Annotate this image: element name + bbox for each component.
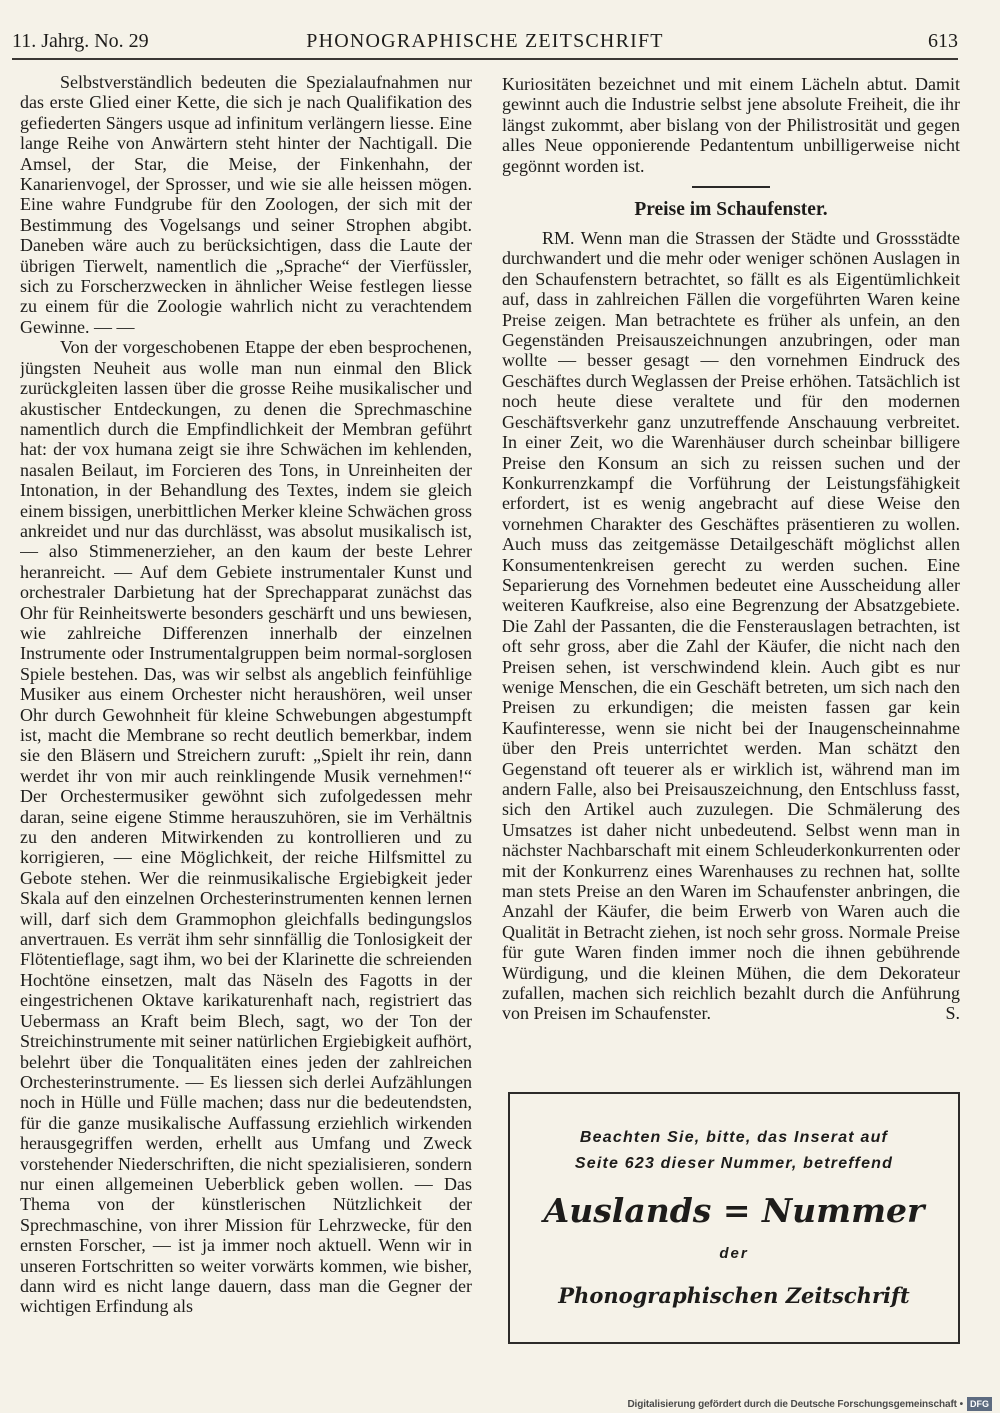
- article-paragraph: Von der vorgeschobenen Etappe der eben besprochenen, jüngsten Neuheit aus wolle man nun einmal den Blick zurückgleiten lassen über die grosse Reihe musikalischer und akustischer Entdeckungen, zu denen die Sprechmaschine namentlich durch die Empfindlichkeit der Membran geführt hat: der vox humana zeigt sie ihre Schwächen im kehlenden, nasalen Beilaut, im Forcieren des Tons, in Unreinheiten der Intonation, in der Behandlung des Textes, indem sie gleich einem bissigen, unerbittlichen Merker kleine Schwächen gross ankreidet und nur das durchlässt, was absolut musikalisch ist, — also Stimmenerzieher, an den kaum der beste Lehrer heranreicht. — Auf dem Gebiete instrumentaler Kunst und orchestraler Darbietung hat der Sprechapparat zunächst das Ohr für Reinheitswerte besonders geschärft und uns bewiesen, wie zahlreiche Differenzen innerhalb der einzelnen Instrumente oder Instrumentalgruppen beim normal-sorglosen Spiele bestehen. Das, was wir selbst als angeblich feinfühlige Musiker aus einem Orchester nicht heraushören, weil unser Ohr durch Gewohnheit für kleine Schwebungen abgestumpft ist, macht die Membrane so recht deutlich bemerkbar, indem sie den Bläsern und Streichern zuruft: „Spielt ihr rein, dann werdet ihr von mir auch reinklingende Musik vernehmen!“ Der Orchestermusiker gewöhnt sich zufolgedessen mehr daran, seine eigene Stimme herauszuhören, sie im Verhältnis zu den anderen Mitwirkenden zu kontrollieren und zu korrigieren, — eine Möglichkeit, der reiche Hilfsmittel zu Gebote stehen. Wer die reinmusikalische Ergiebigkeit jeder Skala auf den einzelnen Orchesterinstrumenten kennen lernen will, darf sich dem Grammophon gleichfalls bedingungslos anvertrauen. Es verrät ihm sehr sinnfällig die Tonlosigkeit der Flötentieflage, sagt ihm, wo bei der Klarinette die schreienden Hochtöne einsetzen, malt das Näseln des Fagotts in der eingestrichenen Oktave karikaturenhaft nach, registriert das Uebermass an Kraft beim Blech, sagt, wo der Ton der Streichinstrumente mit seiner natürlichen Ergiebigkeit aufhört, belehrt über die Tonqualitäten eines jeden der zahlreichen Orchesterinstrumente. — Es liessen sich derlei Aufzählungen noch in Hülle und Fülle machen; dass nur die bedeutendsten, für die ganze musikalische Auffassung erziehlich wirkenden herausgegriffen werden, erhellt aus Umfang und Zweck vorstehender Niederschriften, die nicht spezialisieren, sondern nur einen allgemeinen Ueberblick geben wollen. — Das Thema von der künstlerischen Nützlichkeit der Sprechmaschine, von ihrer Mission für Lehrzwecke, für den ernsten Forscher, — ist ja immer noch aktuell. Wenn wir in unseren Fortschritten so weiter vorwärts kommen, wie bisher, dann wird es nicht lange dauern, dass man die Gegner der wichtigen Erfindung als: [20, 337, 472, 1317]
- article-paragraph: Selbstverständlich bedeuten die Spezialaufnahmen nur das erste Glied einer Kette, die sich je nach Qualifikation des gefiederten Sängers usque ad infinitum verlängern liesse. Eine lange Reihe von Anwärtern steht hinter der Nachtigall. Die Amsel, der Star, die Meise, der Finkenhahn, der Kanarienvogel, der Sprosser, und wie sie alle heissen mögen. Eine wahre Fundgrube für den Zoologen, der sich mit der Bestimmung des Vogelsangs und seiner Strophen abgibt. Daneben wäre auch zu berücksichtigen, dass die Laute der übrigen Tierwelt, namentlich die „Sprache“ der Vierfüssler, sich zu Forscherzwecken in ähnlicher Weise festlegen liesse zu einem für die Zoologie wahrlich nicht zu verachtendem Gewinne. — —: [20, 72, 472, 337]
- footer-credit: Digitalisierung gefördert durch die Deutsche Forschungsgemeinschaft •: [627, 1398, 963, 1410]
- ad-notice-line-1: Beachten Sie, bitte, das Inserat auf: [579, 1129, 889, 1146]
- article-continuation: Kuriositäten bezeichnet und mit einem Lächeln abtut. Damit gewinnt auch die Industrie selbst jene absolute Freiheit, die ihr längst zukommt, aber bislang von der Philistrosität und gegen alles Neue opponierende Pedantentum unbilligerweise nicht gegönnt worden ist.: [502, 74, 960, 176]
- ad-connector: der: [719, 1245, 749, 1262]
- article-title: Preise im Schaufenster.: [634, 199, 828, 221]
- advertisement-box: [508, 1092, 960, 1344]
- header-rule: [12, 58, 958, 60]
- digitization-footer: [627, 1396, 992, 1412]
- section-divider: [692, 186, 770, 188]
- right-column: [502, 74, 960, 1086]
- journal-title: PHONOGRAPHISCHE ZEITSCHRIFT: [306, 30, 664, 52]
- article-body-text: RM. Wenn man die Strassen der Städte und Grossstädte durchwandert und die mehr oder weniger schönen Auslagen in den Schaufenstern betrachtet, so fällt es als Eigentümlichkeit auf, dass in zahlreichen Fällen die vorgeführten Waren keine Preise zeigen. Man betrachtete es früher als unfein, an den Gegenständen Preisauszeichnungen anzubringen, oder man wollte — besser gesagt — den vornehmen Eindruck des Geschäftes durch Weglassen der Preise erhöhen. Tatsächlich ist noch heute diese veraltete und für den modernen Geschäftsverkehr ganz unzutreffende Anschauung verbreitet. In einer Zeit, wo die Warenhäuser durch scheinbar billigere Preise den Konsum an sich zu reissen suchen und der Konkurrenzkampf die Vorführung der Leistungsfähigkeit erfordert, ist es wenig angebracht auf diese Weise den vornehmen Charakter des Geschäftes präsentieren zu wollen. Auch muss das zeitgemässe Detailgeschäft möglichst allen Konsumentenkreisen gerecht zu werden suchen. Eine Separierung des Vornehmen bedeutet eine Ausscheidung aller weiteren Kaufkreise, also eine Begrenzung der Absatzgebiete. Die Zahl der Passanten, die die Fensterauslagen betrachten, ist oft sehr gross, aber die Zahl der Käufer, die nicht nach den Preisen sehen, ist verschwindend klein. Auch gibt es nur wenige Menschen, die ein Geschäft betreten, um sich nach den Preisen zu erkundigen; die meisten fassen gar kein Kaufinteresse, wenn sie nicht bei der Inaugenscheinnahme über den Preis unterrichtet werden. Man schätzt den Gegenstand oft teuerer als er wirklich ist, während man im andern Falle, also bei Preisauszeichnung, den Entschluss fasst, sich den Artikel auch zuzulegen. Die Schmälerung des Umsatzes ist daher nicht unbedeutend. Selbst wenn man in nächster Nachbarschaft mit einem Schleuderkonkurrenten oder mit der Konkurrenz eines Warenhauses zu rechnen hat, sollte man stets Preise an den Waren im Schaufenster anbringen, die Anzahl der Käufer, die beim Erwerb von Waren auch die Qualität in Betracht ziehen, ist noch sehr gross. Normale Preise für gute Waren finden immer noch die ihnen gebührende Würdigung, und die kleinen Mühen, die dem Dekorateur zufallen, machen sich reichlich bezahlt durch die Anführung von Preisen im Schaufenster.: [502, 228, 960, 1024]
- left-column: [20, 72, 472, 1377]
- ad-notice-line-2: Seite 623 dieser Nummer, betreffend: [574, 1155, 894, 1172]
- ad-headline: Auslands = Nummer: [543, 1191, 925, 1230]
- article-body: [502, 228, 960, 1024]
- article-signature: S.: [945, 1003, 960, 1024]
- volume-issue: 11. Jahrg. No. 29: [12, 30, 149, 52]
- ad-journal-name: Phonographischen Zeitschrift: [558, 1283, 910, 1308]
- running-header: [12, 28, 958, 56]
- page-number: 613: [928, 30, 958, 52]
- dfg-logo-icon: DFG: [967, 1397, 992, 1411]
